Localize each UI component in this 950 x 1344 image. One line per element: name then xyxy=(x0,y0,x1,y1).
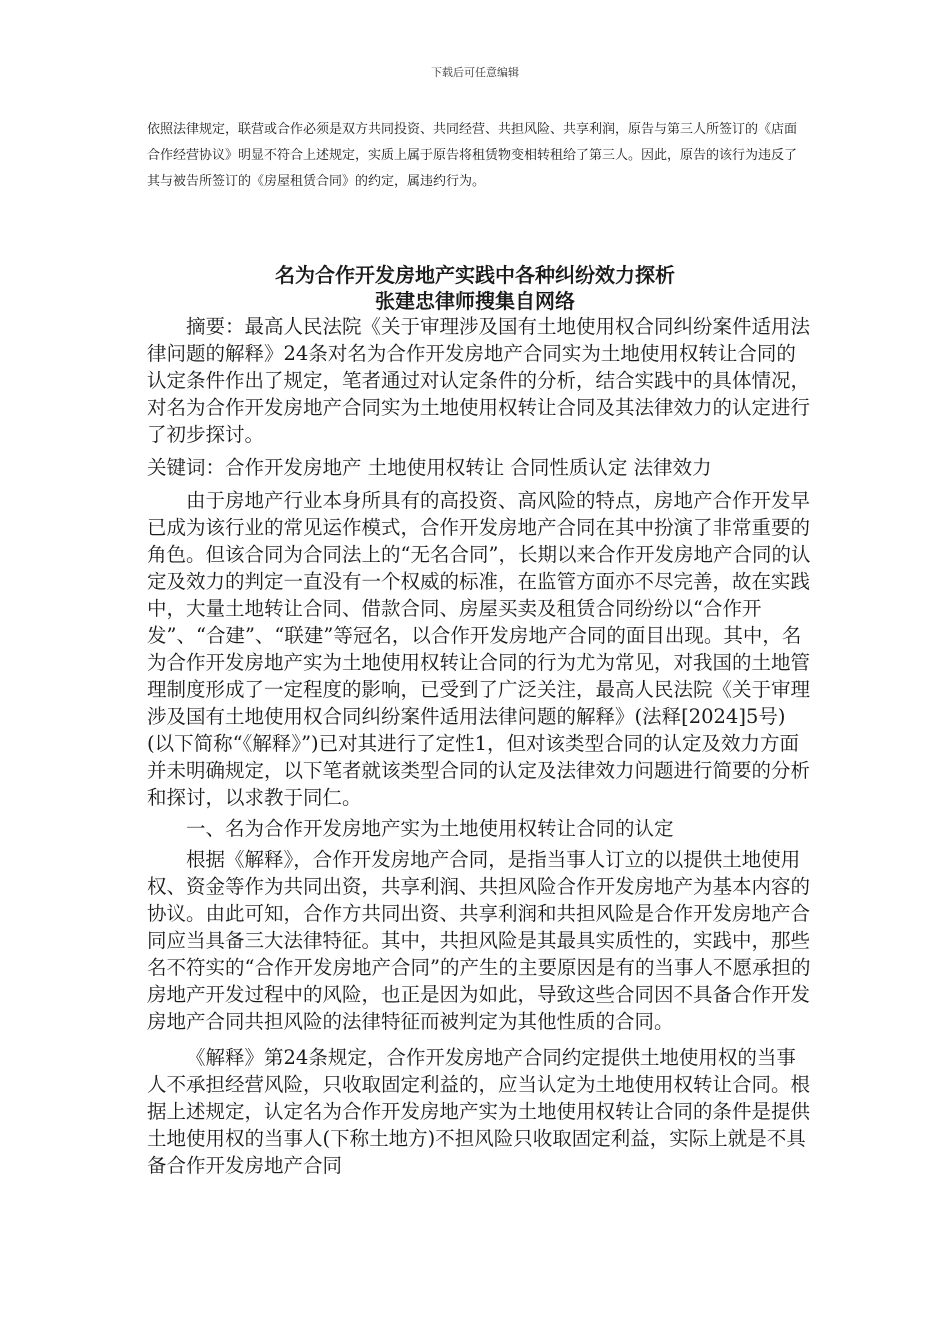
keywords-line: 关键词：合作开发房地产 土地使用权转让 合同性质认定 法律效力 xyxy=(147,456,712,479)
intro-section xyxy=(147,117,807,195)
body-paragraph-2: 根据《解释》，合作开发房地产合同，是指当事人订立的以提供土地使用权、资金等作为共同出资，共享利润、共担风险合作开发房地产为基本内容的协议。由此可知，合作方共同出资、共享利润和共担风险是合作开发房地产合同应当具备三大法律特征。其中，共担风险是其最具实质性的，实践中，那些名不符实的“合作开发房地产合同”的产生的主要原因是有的当事人不愿承担的房地产开发过程中的风险，也正是因为如此，导致这些合同因不具备合作开发房地产合同共担风险的法律特征而被判定为其他性质的合同。 xyxy=(147,848,811,1033)
section-heading-1: 一、名为合作开发房地产实为土地使用权转让合同的认定 xyxy=(186,817,674,840)
body-paragraph-1: 由于房地产行业本身所具有的高投资、高风险的特点，房地产合作开发早已成为该行业的常见运作模式，合作开发房地产合同在其中扮演了非常重要的角色。但该合同为合同法上的“无名合同”，长期以来合作开发房地产合同的认定及效力的判定一直没有一个权威的标准，在监管方面亦不尽完善，故在实践中，大量土地转让合同、借款合同、房屋买卖及租赁合同纷纷以“合作开发”、“合建”、“联建”等冠名，以合作开发房地产合同的面目出现。其中，名为合作开发房地产实为土地使用权转让合同的行为尤为常见，对我国的土地管理制度形成了一定程度的影响，已受到了广泛关注，最高人民法院《关于审理涉及国有土地使用权合同纠纷案件适用法律问题的解释》(法释[2024]5号)(以下简称“《解释》”)已对其进行了定性1，但对该类型合同的认定及效力方面并未明确规定，以下笔者就该类型合同的认定及法律效力问题进行简要的分析和探讨，以求教于同仁。 xyxy=(147,489,811,809)
article-body xyxy=(147,313,812,1179)
article-title: 名为合作开发房地产实践中各种纠纷效力探析 xyxy=(275,263,675,287)
page-header-note: 下载后可任意编辑 xyxy=(431,66,519,79)
article-subtitle: 张建忠律师搜集自网络 xyxy=(375,289,575,313)
abstract-paragraph: 摘要：最高人民法院《关于审理涉及国有土地使用权合同纠纷案件适用法律问题的解释》24条对名为合作开发房地产合同实为土地使用权转让合同的认定条件作出了规定，笔者通过对认定条件的分析，结合实践中的具体情况，对名为合作开发房地产合同实为土地使用权转让合同及其法律效力的认定进行了初步探讨。 xyxy=(147,315,811,446)
body-paragraph-3: 《解释》第24条规定，合作开发房地产合同约定提供土地使用权的当事人不承担经营风险，只收取固定利益的，应当认定为土地使用权转让合同。根据上述规定，认定名为合作开发房地产实为土地使用权转让合同的条件是提供土地使用权的当事人(下称土地方)不担风险只收取固定利益，实际上就是不具备合作开发房地产合同 xyxy=(147,1046,811,1177)
intro-paragraph: 依照法律规定，联营或合作必须是双方共同投资、共同经营、共担风险、共享利润，原告与第三人所签订的《店面合作经营协议》明显不符合上述规定，实质上属于原告将租赁物变相转租给了第三人。因此，原告的该行为违反了其与被告所签订的《房屋租赁合同》的约定，属违约行为。 xyxy=(147,122,798,189)
